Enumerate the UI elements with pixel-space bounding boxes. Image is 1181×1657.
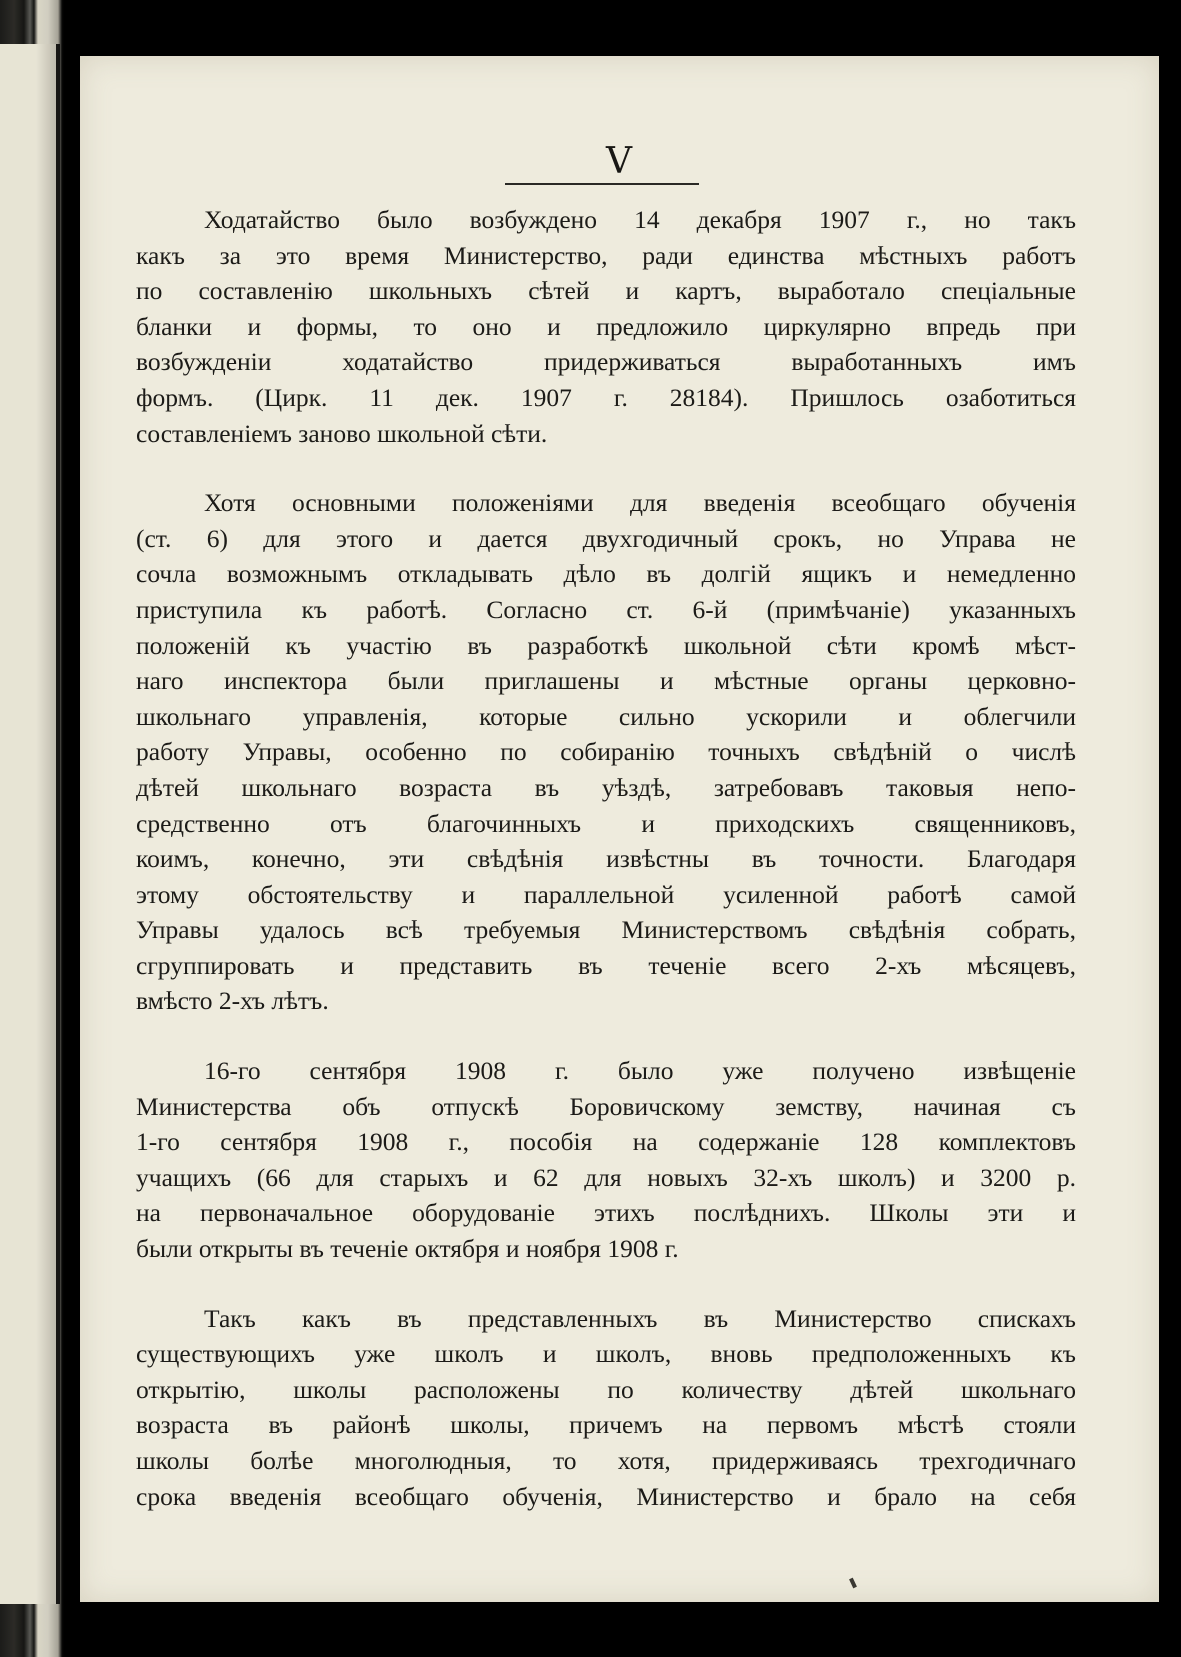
- text-line: бланки и формы, то оно и предложило циркулярно впредь при: [136, 311, 1076, 341]
- book-page: [80, 56, 1159, 1602]
- text-line: средственно отъ благочинныхъ и приходскихъ священниковъ,: [136, 808, 1076, 838]
- page-number: V: [606, 141, 633, 182]
- text-line: Ходатайство было возбуждено 14 декабря 1907 г., но такъ: [204, 205, 1076, 234]
- text-line: были открыты въ теченіе октября и ноября 1908 г.: [136, 1234, 679, 1264]
- text-line: какъ за это время Министерство, ради единства мѣстныхъ работъ: [136, 240, 1076, 270]
- text-line: возбужденіи ходатайство придерживаться выработанныхъ имъ: [136, 347, 1076, 377]
- text-line: учащихъ (66 для старыхъ и 62 для новыхъ 32-хъ школъ) и 3200 р.: [136, 1162, 1076, 1192]
- text-line: открытію, школы расположены по количеству дѣтей школьнаго: [136, 1374, 1076, 1404]
- text-line: коимъ, конечно, эти свѣдѣнія извѣстны въ точности. Благодаря: [136, 844, 1076, 874]
- header-rule: [505, 183, 699, 185]
- text-line: существующихъ уже школъ и школъ, вновь предположенныхъ къ: [136, 1339, 1076, 1369]
- text-line: составленіемъ заново школьной сѣти.: [136, 418, 548, 448]
- text-line: формъ. (Цирк. 11 дек. 1907 г. 28184). Пришлось озаботиться: [136, 382, 1076, 412]
- text-line: Министерства объ отпускѣ Боровичскому земству, начиная съ: [136, 1091, 1076, 1121]
- text-line: 16-го сентября 1908 г. было уже получено извѣщеніе: [204, 1056, 1076, 1086]
- ink-speck: [849, 1578, 857, 1589]
- paragraph-2: [136, 485, 1076, 1019]
- paragraph-4: [136, 1301, 1076, 1515]
- text-line: приступила къ работѣ. Согласно ст. 6-й (примѣчаніе) указанныхъ: [136, 594, 1076, 624]
- text-line: сгруппировать и представить въ теченіе всего 2-хъ мѣсяцевъ,: [136, 950, 1076, 980]
- text-line: этому обстоятельству и параллельной усиленной работѣ самой: [136, 879, 1076, 909]
- text-line: (ст. 6) для этого и дается двухгодичный срокъ, но Управа не: [136, 523, 1076, 553]
- text-line: Такъ какъ въ представленныхъ въ Министерство спискахъ: [204, 1303, 1076, 1333]
- text-line: вмѣсто 2-хъ лѣтъ.: [136, 986, 329, 1016]
- text-line: 1-го сентября 1908 г., пособія на содержаніе 128 комплектовъ: [136, 1127, 1076, 1157]
- paragraph-3: [136, 1053, 1076, 1267]
- text-line: Хотя основными положеніями для введенія всеобщаго обученія: [204, 488, 1076, 518]
- text-line: по составленію школьныхъ сѣтей и картъ, выработало спеціальные: [136, 276, 1076, 306]
- gutter-shadow: [36, 0, 64, 1657]
- text-line: возраста въ районѣ школы, причемъ на первомъ мѣстѣ стояли: [136, 1410, 1076, 1440]
- text-line: Управы удалось всѣ требуемыя Министерствомъ свѣдѣнія собрать,: [136, 915, 1076, 945]
- text-line: на первоначальное оборудованіе этихъ послѣднихъ. Школы эти и: [136, 1198, 1076, 1228]
- text-line: сочла возможнымъ откладывать дѣло въ долгій ящикъ и немедленно: [136, 559, 1076, 589]
- text-line: дѣтей школьнаго возраста въ уѣздѣ, затребовавъ таковыя непо-: [136, 772, 1076, 802]
- text-line: наго инспектора были приглашены и мѣстные органы церковно-: [136, 666, 1076, 696]
- text-line: школы болѣе многолюдныя, то хотя, придерживаясь трехгодичнаго: [136, 1446, 1076, 1475]
- paragraph-1: [136, 202, 1076, 451]
- text-line: срока введенія всеобщаго обученія, Министерство и брало на себя: [136, 1481, 1076, 1511]
- text-line: школьнаго управленія, которые сильно ускорили и облегчили: [136, 701, 1076, 731]
- body-text: [136, 202, 1076, 1548]
- text-line: положеній къ участію въ разработкѣ школьной сѣти кромѣ мѣст-: [136, 630, 1076, 660]
- text-line: работу Управы, особенно по собиранію точныхъ свѣдѣній о числѣ: [136, 737, 1076, 767]
